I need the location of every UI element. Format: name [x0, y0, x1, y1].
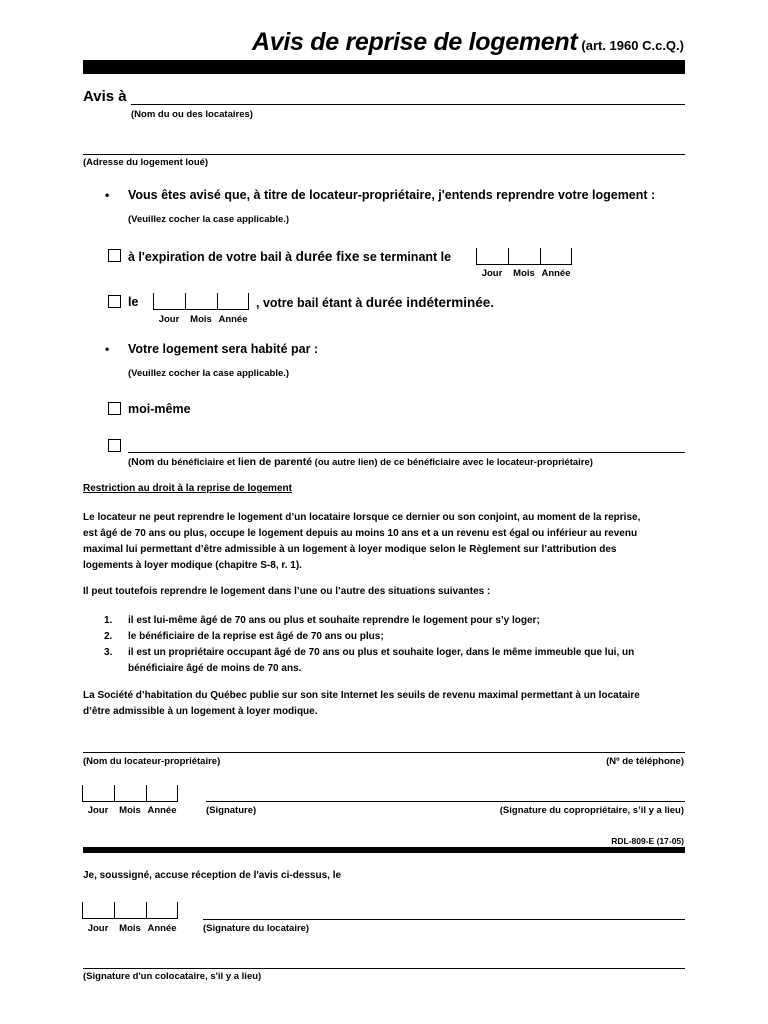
title-text: Avis de reprise de logement — [252, 28, 578, 56]
tenant-signature-field[interactable] — [203, 919, 685, 920]
landlord-name-caption: (Nom du locateur-propriétaire) — [83, 756, 221, 767]
receipt-statement: Je, soussigné, accuse réception de l'avis ci-dessus, le — [83, 870, 342, 881]
date-month-label: Mois — [119, 805, 141, 816]
notice-statement: Vous êtes avisé que, à titre de locateur-propriétaire, j'entends reprendre votre logement : — [128, 188, 656, 202]
recipient-name-caption: (Nom du ou des locataires) — [131, 109, 253, 120]
indeterminate-text-mid: , votre bail étant à — [256, 296, 366, 310]
recipient-label: Avis à — [83, 88, 127, 105]
list-text: il est lui-même âgé de 70 ans ou plus et souhaite reprendre le logement pour s’y loger; — [128, 615, 540, 626]
list-text: bénéficiaire âgé de moins de 70 ans. — [128, 663, 302, 674]
date-day-label: Jour — [87, 805, 109, 816]
caption-mid: du bénéficiaire et — [154, 457, 238, 468]
caption-post: (ou autre lien) de ce bénéficiaire avec le locateur-propriétaire) — [312, 457, 593, 468]
form-title — [252, 28, 684, 57]
text-line: est âgé de 70 ans ou plus, occupe le logement depuis au moins 10 ans et a un revenu est égal ou inférieur au revenu — [83, 528, 638, 539]
list-text: il est un propriétaire occupant âgé de 70 ans ou plus et souhaite loger, dans le même immeuble que lui, un — [128, 647, 635, 658]
receipt-date-labels — [82, 923, 178, 934]
text-line: Le locateur ne peut reprendre le logement d’un locataire lorsque ce dernier ou son conjoint, au moment de la reprise, — [83, 512, 641, 523]
list-number: 1. — [104, 615, 113, 626]
date-day-label: Jour — [481, 268, 503, 279]
list-number: 3. — [104, 647, 113, 658]
cotenant-signature-caption: (Signature d'un colocataire, s'il y a lieu) — [83, 971, 262, 982]
caption-paren: ( — [128, 457, 132, 468]
indeterminate-le: le — [128, 295, 139, 309]
beneficiary-caption — [128, 456, 593, 468]
list-item — [104, 613, 685, 629]
receipt-date-field[interactable] — [82, 902, 178, 919]
date-year-label: Année — [541, 268, 571, 279]
text-line: d’être admissible à un logement à loyer modique. — [83, 706, 318, 717]
list-text: le bénéficiaire de la reprise est âgé de 70 ans ou plus; — [128, 631, 384, 642]
restriction-paragraph-3 — [83, 688, 685, 720]
caption-nom: Nom — [131, 456, 155, 468]
fixed-term-text-pre: à l'expiration de votre bail à — [128, 250, 296, 264]
date-month-label: Mois — [119, 923, 141, 934]
bullet-icon: • — [105, 342, 110, 356]
landlord-signature-caption: (Signature) — [206, 805, 257, 816]
rental-address-field[interactable] — [83, 154, 685, 155]
indeterminate-date-field[interactable] — [153, 293, 249, 310]
landlord-phone-caption: (Nº de téléphone) — [606, 756, 684, 767]
date-month-label: Mois — [513, 268, 535, 279]
caption-lien: lien de parenté — [237, 456, 313, 468]
date-day-label: Jour — [87, 923, 109, 934]
bullet-icon: • — [105, 188, 110, 202]
indeterminate-text-post: . — [490, 296, 494, 310]
restriction-heading-text: Restriction au droit à la reprise de logement — [83, 483, 292, 494]
date-year-label: Année — [147, 805, 177, 816]
fixed-term-text-post: se terminant le — [359, 250, 452, 264]
restriction-paragraph-1 — [83, 510, 685, 574]
notice-check-hint: (Veuillez cocher la case applicable.) — [128, 214, 290, 225]
coowner-signature-caption: (Signature du copropriétaire, s’il y a lieu) — [499, 805, 684, 816]
form-code: RDL-809-E (17-05) — [611, 836, 684, 846]
text-line: maximal lui permettant d’être admissible à un logement à loyer modique selon le Règlement sur l’attribution des — [83, 544, 617, 555]
landlord-date-field[interactable] — [82, 785, 178, 802]
date-day-label: Jour — [158, 314, 180, 325]
list-number: 2. — [104, 631, 113, 642]
list-item — [104, 645, 685, 661]
indeterminate-checkbox[interactable] — [108, 295, 121, 308]
title-article: (art. 1960 C.c.Q.) — [581, 38, 684, 53]
restriction-heading — [83, 481, 292, 497]
rental-address-caption: (Adresse du logement loué) — [83, 157, 209, 168]
indeterminate-bold: durée indéterminée — [365, 295, 491, 310]
indeterminate-date-labels — [153, 314, 249, 325]
tenant-signature-caption: (Signature du locataire) — [203, 923, 310, 934]
text-line: La Société d’habitation du Québec publie sur son site Internet les seuils de revenu maximal permettant à un locataire — [83, 690, 640, 701]
restriction-paragraph-2: Il peut toutefois reprendre le logement dans l’une ou l’autre des situations suivantes : — [83, 586, 491, 597]
text-line: logements à loyer modique (chapitre S-8, r. 1). — [83, 560, 302, 571]
recipient-name-field[interactable] — [131, 104, 685, 105]
fixed-term-option — [128, 249, 451, 264]
restriction-list — [104, 613, 685, 677]
landlord-name-field[interactable] — [83, 752, 685, 753]
fixed-term-checkbox[interactable] — [108, 249, 121, 262]
fixed-term-date-field[interactable] — [476, 248, 572, 265]
date-year-label: Année — [218, 314, 248, 325]
beneficiary-field[interactable] — [128, 452, 685, 453]
cotenant-signature-field[interactable] — [83, 968, 685, 969]
date-year-label: Année — [147, 923, 177, 934]
beneficiary-checkbox[interactable] — [108, 439, 121, 452]
fixed-term-bold: durée fixe — [295, 249, 360, 264]
landlord-signature-field[interactable] — [206, 801, 685, 802]
self-option: moi-même — [128, 402, 191, 416]
occupant-check-hint: (Veuillez cocher la case applicable.) — [128, 368, 290, 379]
self-checkbox[interactable] — [108, 402, 121, 415]
list-item — [104, 629, 685, 645]
list-item-continuation — [104, 661, 685, 677]
separator-bar — [83, 847, 685, 853]
fixed-term-date-labels — [476, 268, 572, 279]
indeterminate-option — [256, 295, 494, 310]
header-bar — [83, 60, 685, 74]
date-month-label: Mois — [190, 314, 212, 325]
occupant-statement: Votre logement sera habité par : — [128, 342, 319, 356]
landlord-date-labels — [82, 805, 178, 816]
